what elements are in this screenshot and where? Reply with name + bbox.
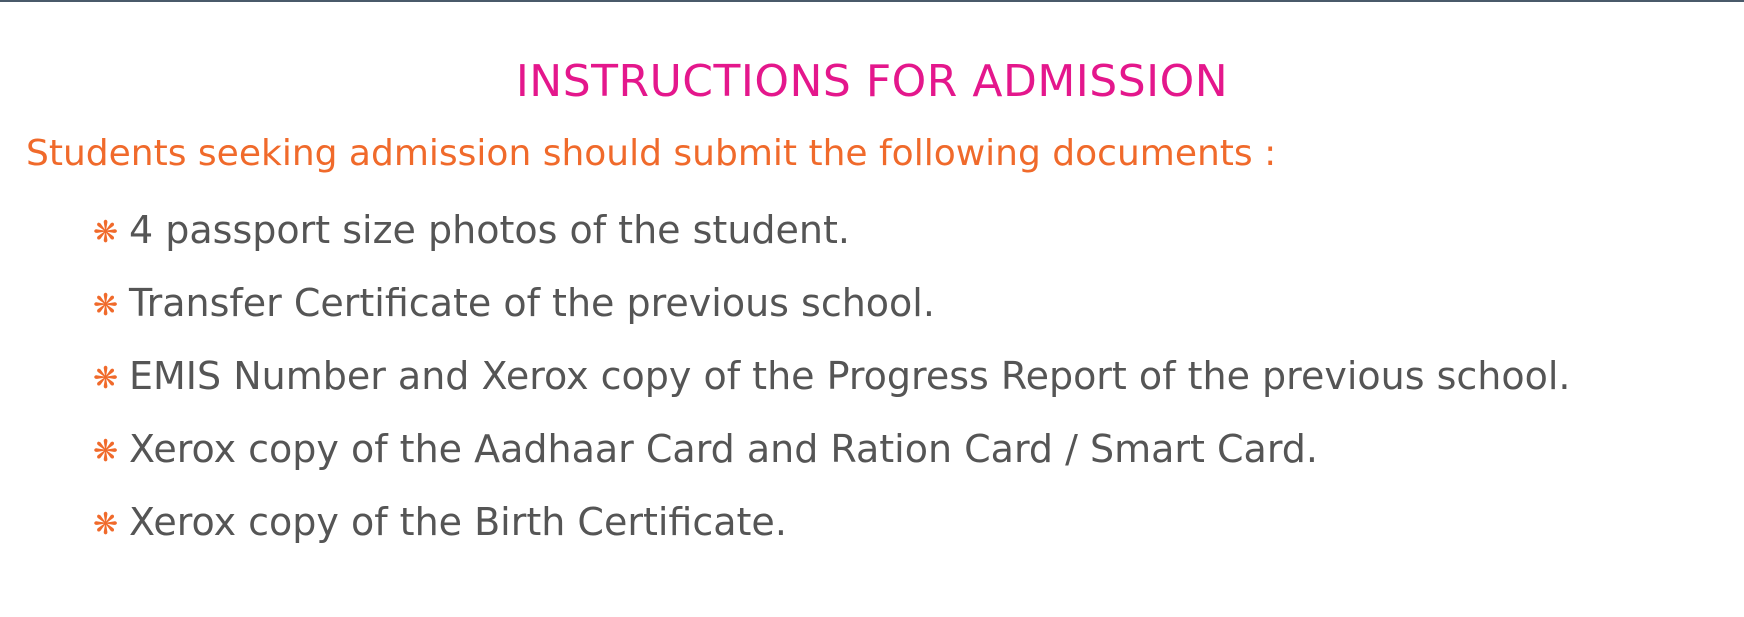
top-border [0, 0, 1744, 2]
list-item [93, 277, 1571, 350]
asterisk-flower-icon: ❋ [93, 361, 119, 396]
document-item-text: EMIS Number and Xerox copy of the Progress Report of the previous school. [129, 354, 1571, 398]
asterisk-flower-icon: ❋ [93, 288, 119, 323]
document-item-text: Xerox copy of the Aadhaar Card and Ration Card / Smart Card. [129, 427, 1319, 471]
list-item [93, 496, 1571, 569]
asterisk-flower-icon: ❋ [93, 507, 119, 542]
intro-text: Students seeking admission should submit the following documents : [26, 133, 1277, 174]
list-item [93, 204, 1571, 277]
list-item [93, 350, 1571, 423]
page-title: INSTRUCTIONS FOR ADMISSION [515, 56, 1229, 107]
list-item [93, 423, 1571, 496]
asterisk-flower-icon: ❋ [93, 434, 119, 469]
document-item-text: Xerox copy of the Birth Certificate. [129, 500, 787, 544]
document-item-text: Transfer Certificate of the previous school. [129, 281, 935, 325]
document-item-text: 4 passport size photos of the student. [129, 208, 850, 252]
document-list [93, 204, 1571, 569]
asterisk-flower-icon: ❋ [93, 215, 119, 250]
